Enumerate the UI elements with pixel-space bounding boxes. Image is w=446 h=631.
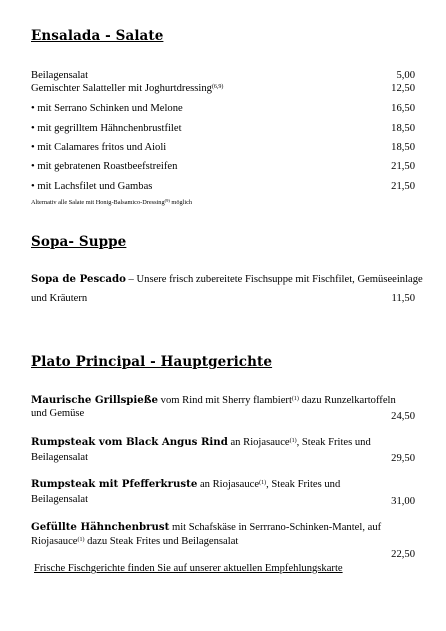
- allergen-ref: (1): [289, 438, 297, 444]
- item-name: • mit Lachsfilet und Gambas: [31, 181, 153, 192]
- item-price: 11,50: [391, 293, 415, 304]
- item-description: an Riojasauce: [197, 479, 260, 490]
- item-price: 29,50: [391, 453, 415, 464]
- menu-item-continued: [31, 407, 415, 420]
- item-description: und Kräutern: [31, 293, 88, 304]
- item-price: 12,50: [391, 83, 415, 94]
- item-name: • mit gebratenen Roastbeefstreifen: [31, 161, 178, 172]
- menu-item: [31, 82, 415, 95]
- salate-note: [31, 199, 192, 206]
- allergen-ref: (1): [77, 537, 85, 543]
- menu-item-continued: [31, 535, 415, 548]
- item-name: • mit Calamares fritos und Aioli: [31, 142, 167, 153]
- item-price: 5,00: [396, 70, 415, 81]
- allergen-ref: (1): [291, 396, 299, 402]
- menu-item: [31, 122, 415, 135]
- item-price: 21,50: [391, 181, 415, 192]
- item-name: Rumpsteak mit Pfefferkruste: [31, 478, 198, 490]
- allergen-ref: (6,9): [211, 84, 224, 90]
- note-text-end: möglich: [169, 199, 193, 206]
- menu-item-continued: [31, 292, 415, 305]
- fish-specials-link[interactable]: Frische Fischgerichte finden Sie auf unserer aktuellen Empfehlungskarte: [34, 563, 343, 574]
- item-description: vom Rind mit Sherry flambiert: [158, 395, 292, 406]
- menu-item: [31, 102, 415, 115]
- menu-item: [31, 436, 415, 449]
- item-description: an Riojasauce: [227, 437, 290, 448]
- item-description: Beilagensalat: [31, 452, 89, 463]
- menu-item-continued: [31, 451, 415, 464]
- note-text: Alternativ alle Salate mit Honig-Balsamico-Dressing: [31, 199, 165, 206]
- item-name: Sopa de Pescado: [31, 273, 126, 285]
- menu-item: [31, 478, 415, 491]
- item-name: Beilagensalat: [31, 70, 89, 81]
- item-price: 21,50: [391, 161, 415, 172]
- item-description: Beilagensalat: [31, 494, 89, 505]
- menu-item: [31, 69, 415, 82]
- section-title-salate: Ensalada - Salate: [31, 28, 164, 44]
- item-price: 16,50: [391, 103, 415, 114]
- item-name: • mit gegrilltem Hähnchenbrustfilet: [31, 123, 182, 134]
- item-price: 18,50: [391, 142, 415, 153]
- section-title-suppe: Sopa- Suppe: [31, 234, 127, 250]
- item-price: 31,00: [391, 496, 415, 507]
- allergen-ref: (1): [259, 480, 267, 486]
- item-description-cont: , Steak Frites und: [296, 437, 371, 448]
- menu-item: [31, 394, 415, 407]
- item-description-cont: , Steak Frites und: [266, 479, 341, 490]
- item-description-cont: dazu Runzelkartoffeln: [298, 395, 396, 406]
- item-description: – Unsere frisch zubereitete Fischsuppe mit Fischfilet, Gemüseeinlage: [125, 274, 423, 285]
- item-description: und Gemüse: [31, 408, 85, 419]
- menu-item: [31, 180, 415, 193]
- menu-item: [31, 141, 415, 154]
- item-name: Rumpsteak vom Black Angus Rind: [31, 436, 228, 448]
- menu-item: [31, 160, 415, 173]
- allergen-ref: (9): [164, 198, 170, 203]
- item-price: 24,50: [391, 411, 415, 422]
- item-price: 22,50: [391, 549, 415, 560]
- item-description-cont: dazu Steak Frites und Beilagensalat: [84, 536, 239, 547]
- menu-item-continued: [31, 493, 415, 506]
- item-name: Gefüllte Hähnchenbrust: [31, 521, 170, 533]
- menu-item: [31, 521, 415, 534]
- item-name: • mit Serrano Schinken und Melone: [31, 103, 183, 114]
- section-title-hauptgerichte: Plato Principal - Hauptgerichte: [31, 354, 273, 370]
- menu-item: [31, 273, 423, 286]
- item-price: 18,50: [391, 123, 415, 134]
- item-name: Maurische Grillspieße: [31, 394, 159, 406]
- item-description: Riojasauce: [31, 536, 78, 547]
- item-description: mit Schafskäse in Serrrano-Schinken-Mantel, auf: [169, 522, 382, 533]
- item-name: Gemischter Salatteller mit Joghurtdressing: [31, 83, 212, 94]
